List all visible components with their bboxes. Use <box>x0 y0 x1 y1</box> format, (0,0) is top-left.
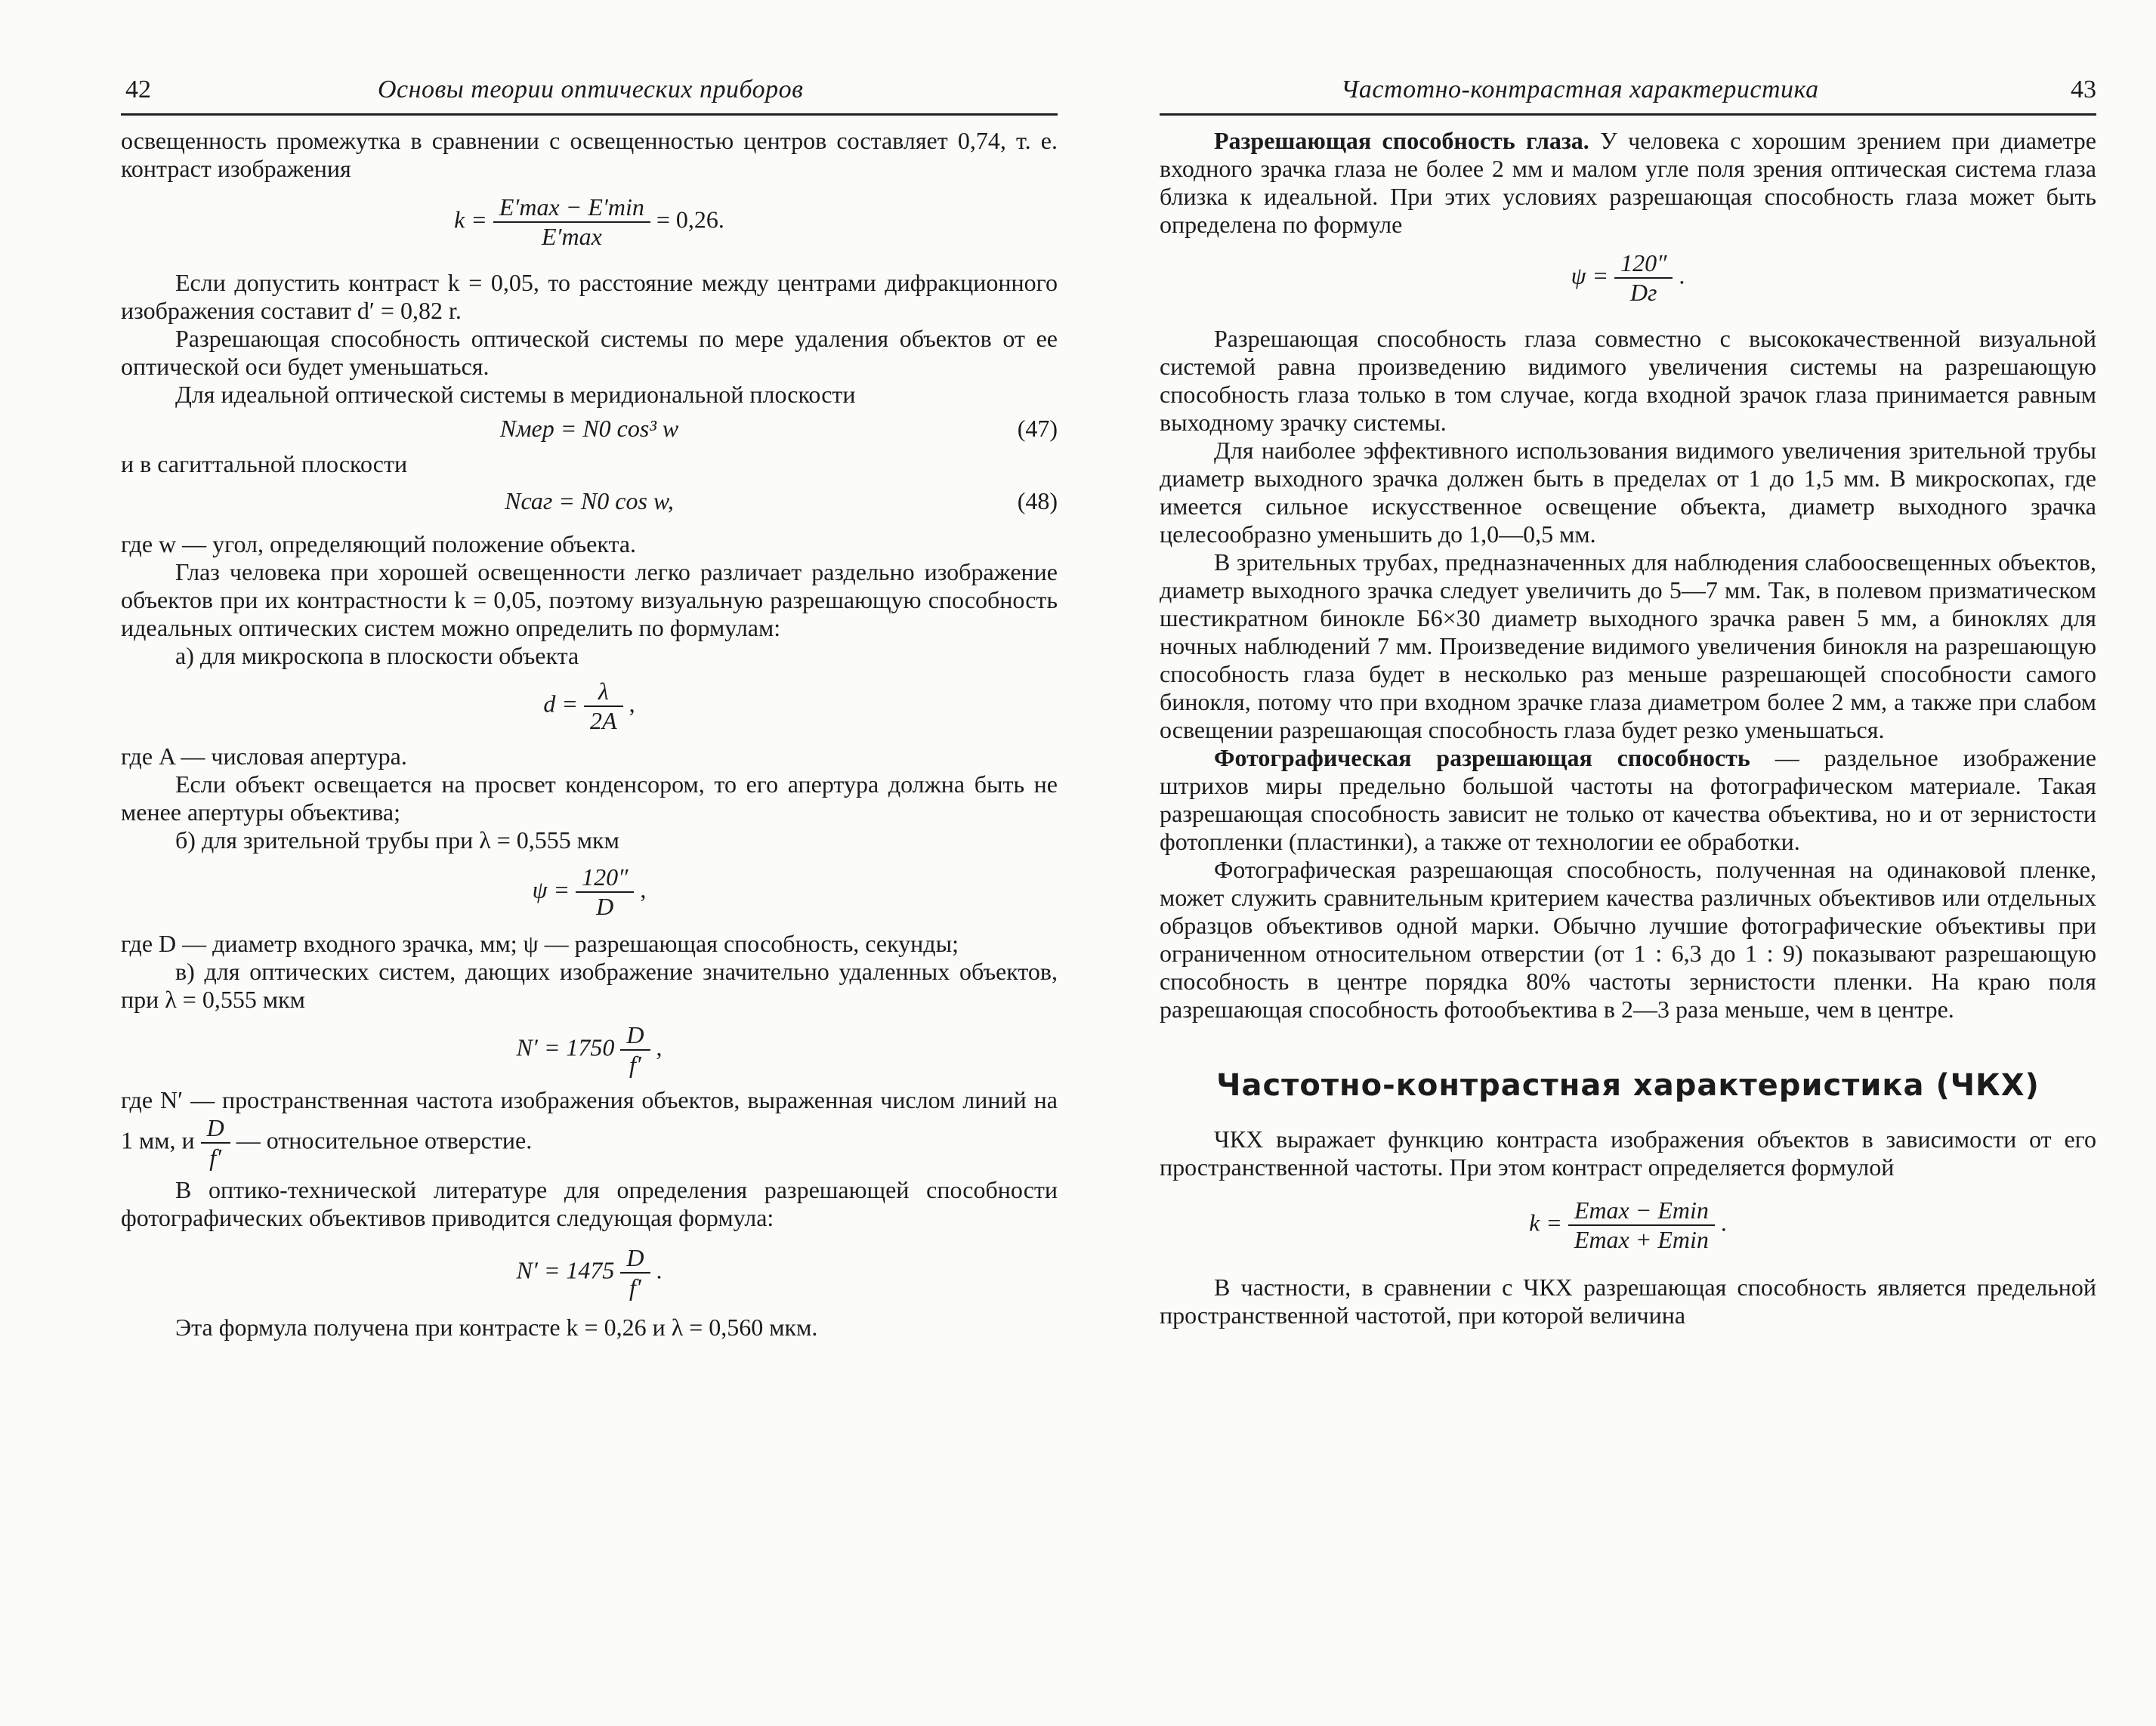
equation-number: (48) <box>1017 487 1058 514</box>
paragraph: Для наиболее эффективного использования видимого увеличения зрительной трубы диаметр выходного зрачка должен быть в пределах от 1 до 1,5 мм. В микроскопах, где имеется сильное искусственное освещение объекта, диаметр выходного зрачка целесообразно уменьшить до 1,0—0,5 мм. <box>1160 437 2096 548</box>
paragraph: Разрешающая способность глаза. У человека с хорошим зрением при диаметре входного зрачка глаза не более 2 мм и малом угле поля зрения оптическая система глаза близка к идеальной. При этих условиях разрешающая способность глаза может быть определена по формуле <box>1160 127 2097 238</box>
paragraph: где D — диаметр входного зрачка, мм; ψ — разрешающая способность, секунды; <box>121 930 959 957</box>
right-page-number: 43 <box>2071 76 2096 103</box>
paragraph: Эта формула получена при контрасте k = 0,26 и λ = 0,560 мкм. <box>175 1314 818 1341</box>
paragraph: В частности, в сравнении с ЧКХ разрешающая способность является предельной пространственной частотой, при которой величина <box>1160 1274 2096 1329</box>
paragraph: Фотографическая разрешающая способность, полученная на одинаковой пленке, может служить сравнительным критерием качества различных объективов или отдельных образцов объективов одной марки. Обычно лучшие фотографические объективы при ограниченном относительном отверстии (от 1 : 6,3 до 1 : 9) показывают разрешающую способность в центре порядка 80% частоты зернистости пленки. На краю поля разрешающая способность фотообъектива в 2—3 раза меньше, чем в центре. <box>1160 856 2096 1023</box>
left-running-title: Основы теории оптических приборов <box>378 76 804 103</box>
right-running-title: Частотно-контрастная характеристика <box>1341 76 1819 103</box>
paragraph: Фотографическая разрешающая способность — раздельное изображение штрихов миры предельно большой частоты на фотографическом материале. Такая разрешающая способность зависит не только от качества объектива, но и от зернистости фотопленки (пластинки), а также от технологии ее обработки. <box>1160 744 2096 855</box>
equation-number: (47) <box>1017 415 1058 442</box>
paragraph: б) для зрительной трубы при λ = 0,555 мкм <box>175 826 619 854</box>
paragraph: а) для микроскопа в плоскости объекта <box>175 642 579 669</box>
right-page <box>1160 0 2096 1726</box>
formula-contrast: k = $\frac{E'\max - E'\min}{E'\max}$ = 0,26. <box>454 193 724 250</box>
paragraph: В оптико-технической литературе для определения разрешающей способности фотографических объективов приводится следующая формула: <box>121 1176 1058 1231</box>
formula-telescope: ψ = $\frac{120''}{D}$ , <box>532 863 647 920</box>
formula-microscope: d = $\frac{\lambda}{2A}$ , <box>543 678 635 734</box>
paragraph: освещенность промежутка в сравнении с освещенностью центров составляет 0,74, т. е. контраст изображения <box>121 127 1058 182</box>
inline-fraction: $\frac{D}{f'}$ <box>201 1114 230 1172</box>
left-page-header <box>121 60 1058 116</box>
formula-47: Nмер = N0 cos³ w (47) <box>499 415 1058 442</box>
paragraph: ЧКХ выражает функцию контраста изображения объектов в зависимости от его пространственной частоты. При этом контраст определяется формулой <box>1160 1125 2096 1181</box>
paragraph: В зрительных трубах, предназначенных для наблюдения слабоосвещенных объектов, диаметр выходного зрачка следует увеличить до 5—7 мм. Так, в полевом призматическом шестикратном бинокле Б6×30 диаметр выходного зрачка равен 5 мм, а биноклях для ночных наблюдений 7 мм. Произведение видимого увеличения бинокля на разрешающую способность глаза будет в несколько раз меньше разрешающей способности самого бинокля, потому что при входном зрачке глаза диаметром более 2 мм, а также при слабом освещении разрешающая способность глаза будет резко уменьшаться. <box>1160 548 2096 743</box>
left-page-number: 42 <box>125 76 151 103</box>
paragraph: Глаз человека при хорошей освещенности легко различает раздельно изображение объектов при их контрастности k = 0,05, поэтому визуальную разрешающую способность идеальных оптических систем можно определить по формулам: <box>121 558 1058 641</box>
paragraph: Разрешающая способность оптической системы по мере удаления объектов от ее оптической оси будет уменьшаться. <box>121 325 1058 380</box>
formula-1475: N′ = 1475 $\frac{D}{f'}$ . <box>516 1244 663 1301</box>
formula-eye: ψ = $\frac{120''}{Dг}$ . <box>1571 249 1685 306</box>
paragraph: где N′ — пространственная частота изображения объектов, выраженная числом линий на 1 мм, и $\frac{D}{f'}$ — относительное отверстие. <box>121 1086 1058 1171</box>
paragraph: Разрешающая способность глаза совместно с высококачественной визуальной системой равна произведению видимого увеличения системы на разрешающую способность глаза только в том случае, когда входной зрачок глаза принимается равным выходному зрачку системы. <box>1160 325 2096 436</box>
formula-mtf-contrast: k = $\frac{Emax - Emin}{Emax + Emin}$ . <box>1529 1196 1727 1253</box>
formula-48: Nсаг = N0 cos w, (48) <box>505 487 1058 514</box>
paragraph: Если допустить контраст k = 0,05, то расстояние между центрами дифракционного изображения составит d′ = 0,82 r. <box>121 269 1058 324</box>
right-page-body <box>1160 127 2096 1329</box>
left-page-body <box>121 127 1058 1342</box>
left-page <box>121 0 1058 1726</box>
section-title: Частотно-контрастная характеристика (ЧКХ) <box>1216 1068 2040 1103</box>
paragraph: где w — угол, определяющий положение объекта. <box>121 530 637 557</box>
paragraph: и в сагиттальной плоскости <box>121 450 408 477</box>
paragraph: в) для оптических систем, дающих изображение значительно удаленных объектов, при λ = 0,555 мкм <box>121 958 1058 1013</box>
formula-1750: N′ = 1750 $\frac{D}{f'}$ , <box>516 1021 663 1078</box>
paragraph: где A — числовая апертура. <box>121 743 407 770</box>
right-page-header <box>1160 60 2096 116</box>
paragraph: Для идеальной оптической системы в меридиональной плоскости <box>175 381 856 408</box>
paragraph: Если объект освещается на просвет конденсором, то его апертура должна быть не менее апертуры объектива; <box>121 770 1058 826</box>
